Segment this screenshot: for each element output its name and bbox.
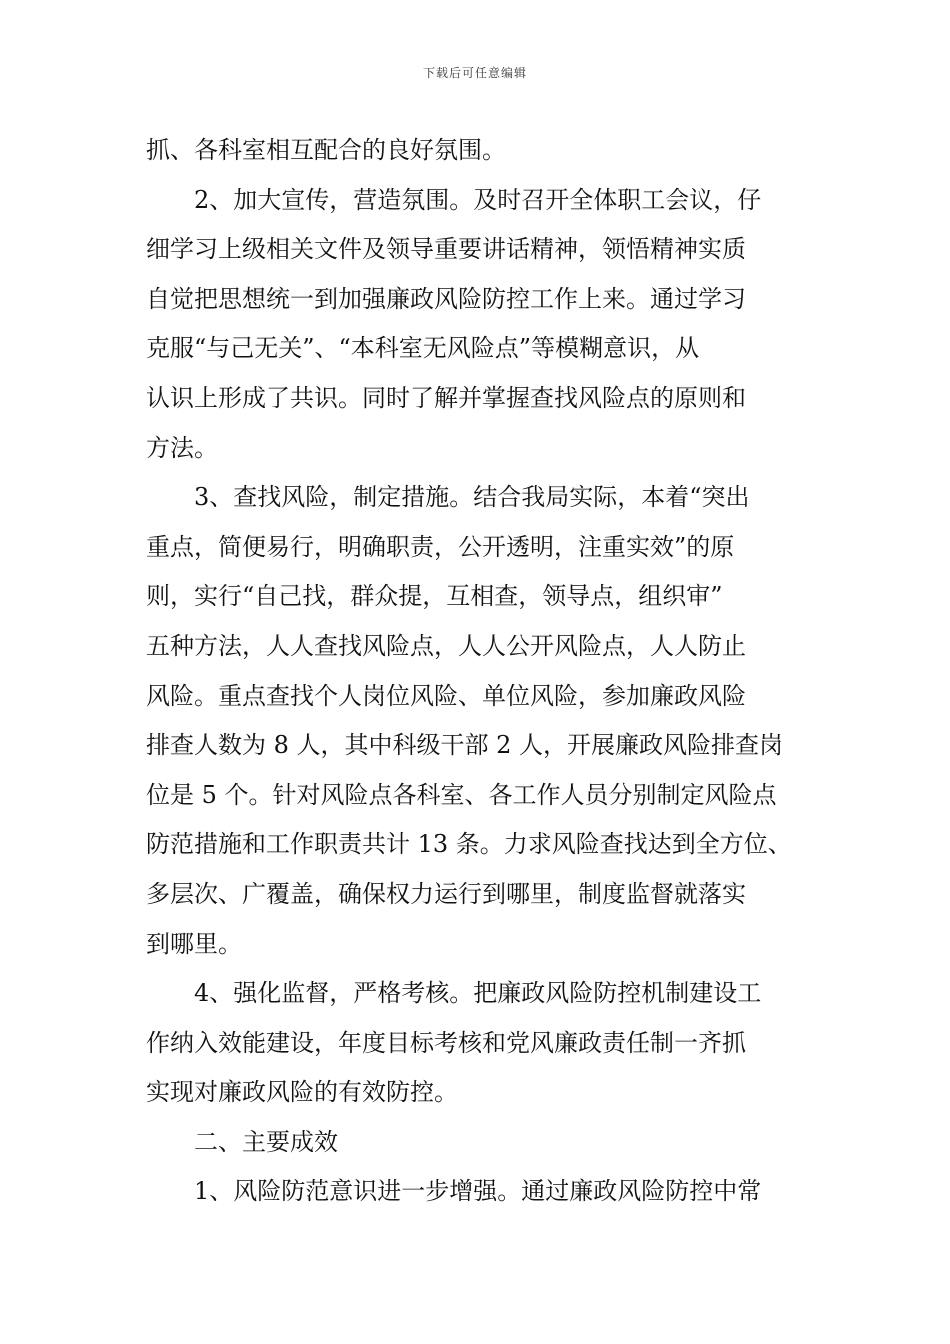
text-line: 自觉把思想统一到加强廉政风险防控工作上来。通过学习 [146, 284, 746, 313]
text-line: 认识上形成了共识。同时了解并掌握查找风险点的原则和 [146, 383, 746, 412]
text-line: 实现对廉政风险的有效防控。 [146, 1078, 458, 1107]
text-line: 抓、各科室相互配合的良好氛围。 [146, 136, 506, 164]
section-heading: 二、主要成效 [194, 1127, 338, 1156]
text-line: 方法。 [146, 433, 218, 462]
text-line: 1、风险防范意识进一步增强。通过廉政风险防控中常 [194, 1177, 762, 1206]
text-line: 克服“与己无关”、“本科室无风险点”等模糊意识，从 [146, 334, 700, 363]
text-line: 则，实行“自己找，群众提，互相查，领导点，组织审” [146, 582, 723, 611]
text-line: 多层次、广覆盖，确保权力运行到哪里，制度监督就落实 [146, 879, 746, 908]
text-line: 2、加大宣传，营造氛围。及时召开全体职工会议，仔 [194, 185, 762, 214]
text-line: 五种方法，人人查找风险点，人人公开风险点，人人防止 [146, 631, 746, 660]
text-line: 风险。重点查找个人岗位风险、单位风险，参加廉政风险 [146, 681, 746, 710]
page-header: 下载后可任意编辑 [422, 66, 527, 80]
text-line: 排查人数为 8 人，其中科级干部 2 人，开展廉政风险排查岗 [146, 731, 784, 760]
text-line: 防范措施和工作职责共计 13 条。力求风险查找达到全方位、 [146, 830, 792, 859]
text-line: 3、查找风险，制定措施。结合我局实际，本着“突出 [194, 483, 750, 512]
text-line: 4、强化监督，严格考核。把廉政风险防控机制建设工 [194, 979, 762, 1008]
document-body [146, 126, 808, 1217]
text-line: 位是 5 个。针对风险点各科室、各工作人员分别制定风险点 [146, 780, 777, 809]
text-line: 作纳入效能建设，年度目标考核和党风廉政责任制一齐抓 [146, 1028, 746, 1057]
text-line: 到哪里。 [146, 929, 242, 958]
text-line: 重点，简便易行，明确职责，公开透明，注重实效”的原 [146, 532, 735, 561]
text-line: 细学习上级相关文件及领导重要讲话精神，领悟精神实质 [146, 235, 746, 264]
